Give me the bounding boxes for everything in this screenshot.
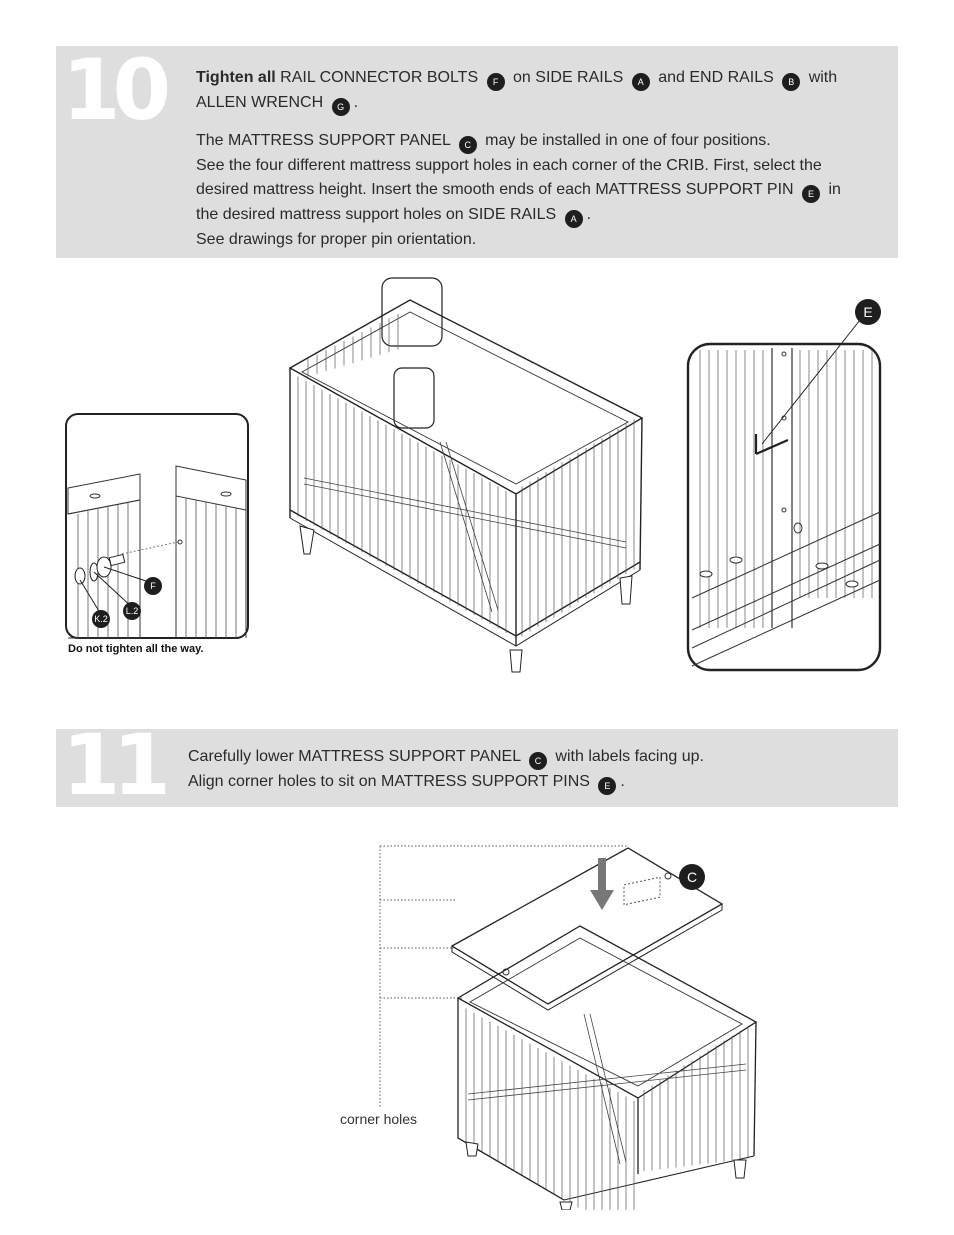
- mattress-panel-illustration: [374, 838, 774, 1210]
- panel-label-c: C: [679, 864, 705, 890]
- para-text: See the four different mattress support holes in each corner of the CRIB. First, select the: [196, 157, 822, 174]
- intro-text: on SIDE RAILS: [508, 69, 628, 86]
- badge-c: C: [459, 136, 477, 154]
- bolt-detail-illustration: [60, 410, 260, 646]
- intro-bold: Tighten all: [196, 69, 276, 86]
- step-number: 11: [62, 716, 163, 814]
- badge-c: C: [529, 752, 547, 770]
- bolt-label-k2: K.2: [92, 610, 110, 628]
- para-text: See drawings for proper pin orientation.: [196, 230, 477, 248]
- bolt-label-f: F: [144, 577, 162, 595]
- badge-f: F: [487, 73, 505, 91]
- badge-e: E: [802, 185, 820, 203]
- pin-detail-illustration: [684, 298, 884, 674]
- step-11-instructions: [188, 745, 704, 795]
- step-11-text: Carefully lower MATTRESS SUPPORT PANEL: [188, 748, 525, 765]
- badge-g: G: [332, 98, 350, 116]
- bolt-detail-caption: Do not tighten all the way.: [68, 643, 204, 655]
- intro-text: .: [353, 94, 359, 111]
- bolt-label-l2: L.2: [123, 602, 141, 620]
- intro-text: with: [804, 69, 838, 86]
- badge-b: B: [782, 73, 800, 91]
- pin-label-e: E: [855, 299, 881, 325]
- para-text: the desired mattress support holes on SIDE RAILS: [196, 205, 561, 223]
- para-text: in: [824, 180, 841, 198]
- crib-illustration: [280, 272, 660, 682]
- para-text: The MATTRESS SUPPORT PANEL: [196, 132, 455, 149]
- badge-a: A: [565, 210, 583, 228]
- intro-text: and END RAILS: [653, 69, 779, 86]
- step-11-text: Align corner holes to sit on MATTRESS SUPPORT PINS: [188, 773, 595, 790]
- step-10-panel: [56, 41, 898, 258]
- step-11-text: .: [620, 773, 625, 790]
- step-11-text: with labels facing up.: [550, 748, 704, 765]
- corner-holes-label: corner holes: [340, 1111, 418, 1127]
- badge-a: A: [632, 73, 650, 91]
- intro-text: ALLEN WRENCH: [196, 94, 328, 111]
- para-text: may be installed in one of four positions.: [480, 132, 771, 149]
- step-10-instructions: [196, 129, 841, 251]
- badge-e: E: [598, 777, 616, 795]
- intro-text: RAIL CONNECTOR BOLTS: [275, 69, 483, 86]
- step-number: 10: [62, 41, 163, 139]
- step-10-intro: [196, 66, 837, 116]
- para-text: desired mattress height. Insert the smooth ends of each MATTRESS SUPPORT PIN: [196, 180, 799, 198]
- para-text: .: [586, 205, 592, 223]
- step-11-panel: [56, 716, 898, 814]
